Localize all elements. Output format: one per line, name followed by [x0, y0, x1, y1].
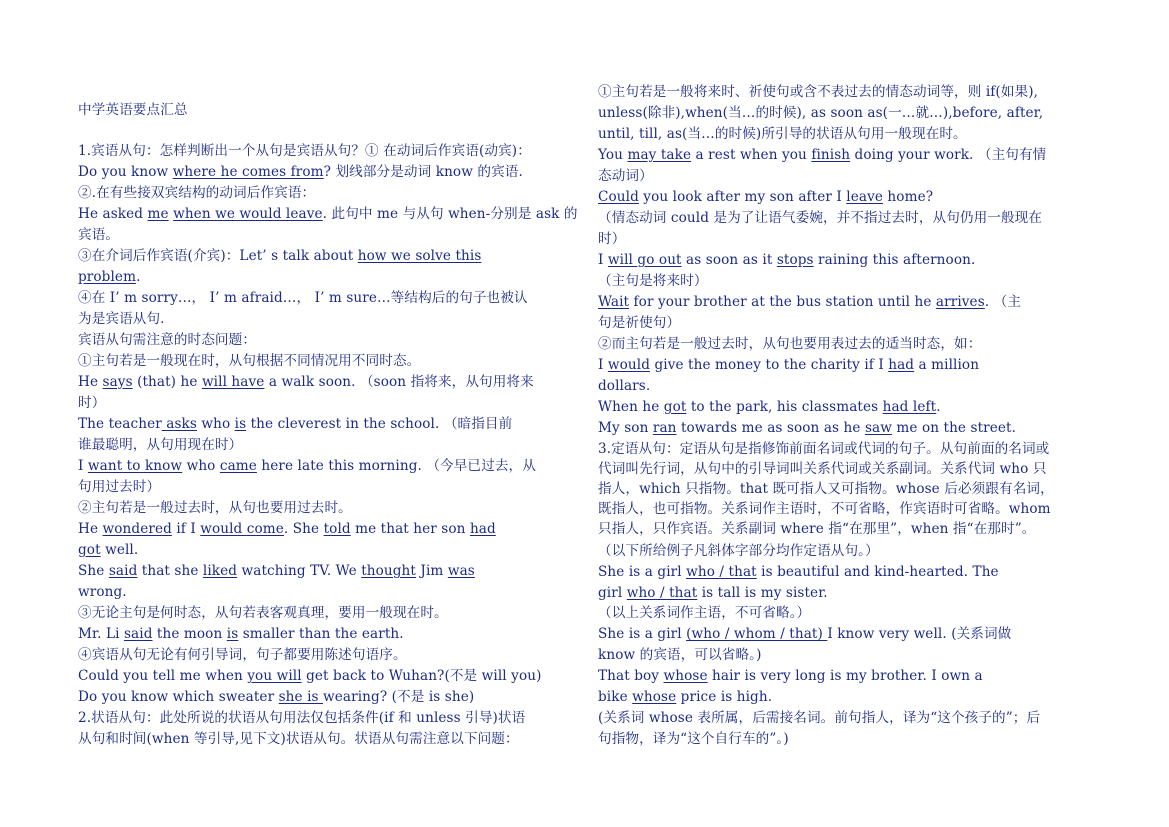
text-line: until, till, as(当…的时候)所引导的状语从句用一般现在时。: [598, 126, 967, 142]
text-line: ①主句若是一般现在时，从句根据不同情况用不同时态。: [78, 353, 421, 369]
text-line: （以上关系词作主语，不可省略。）: [598, 605, 811, 621]
example-line: Could you look after my son after I leave home?: [598, 189, 934, 205]
section-1-heading: 1.宾语从句：怎样判断出一个从句是宾语从句？① 在动词后作宾语(动宾)：: [78, 143, 531, 159]
example-line: Wait for your brother at the bus station until he arrives. （主: [598, 294, 1022, 310]
example-line: bike whose price is high.: [598, 689, 773, 705]
text-line: （主句是将来时）: [598, 273, 708, 289]
example-line: problem.: [78, 269, 141, 285]
text-line: ④在 I’ m sorry…， I’ m afraid…， I’ m sure…等结构后的句子也被认: [78, 290, 528, 306]
text-line: unless(除非),when(当…的时候), as soon as(一…就…),before, after,: [598, 105, 1044, 121]
text-line: 只指人，只作宾语。关系副词 where 指“在那里”，when 指“在那时”。: [598, 521, 1036, 537]
text-line: （以下所给例子凡斜体字部分均作定语从句。）: [598, 543, 879, 559]
example-line: ③在介词后作宾语(介宾)：Let’ s talk about how we solve this: [78, 248, 482, 264]
text-line: ②而主句若是一般过去时，从句也要用表过去的适当时态，如：: [598, 336, 982, 352]
document-title: 中学英语要点汇总: [78, 102, 188, 118]
text-line: know 的宾语，可以省略。): [598, 647, 762, 663]
example-line: She is a girl (who / whom / that) I know very well. (关系词做: [598, 626, 1012, 642]
text-line: dollars.: [598, 378, 651, 394]
section-2-heading: 2.状语从句：此处所说的状语从句用法仅包括条件(if 和 unless 引导)状语: [78, 710, 526, 726]
example-line: girl who / that is tall is my sister.: [598, 585, 828, 601]
text-line: 指人，which 只指物。that 既可指人又可指物。whose 后必须跟有名词，: [598, 481, 1054, 497]
text-line: （情态动词 could 是为了让语气委婉，并不指过去时，从句仍用一般现在: [598, 210, 1043, 226]
example-line: That boy whose hair is very long is my brother. I own a: [598, 668, 983, 684]
example-line: I would give the money to the charity if I had a million: [598, 357, 980, 373]
example-line: Do you know where he comes from? 划线部分是动词 know 的宾语.: [78, 164, 523, 180]
example-line: I want to know who came here late this morning. （今早已过去，从: [78, 458, 536, 474]
section-3-heading: 3.定语从句：定语从句是指修饰前面名词或代词的句子。从句前面的名词或: [598, 441, 1050, 457]
text-line: 从句和时间(when 等引导,见下文)状语从句。状语从句需注意以下问题：: [78, 731, 519, 747]
example-line: Mr. Li said the moon is smaller than the earth.: [78, 626, 404, 642]
text-line: wrong.: [78, 584, 127, 600]
example-line: Could you tell me when you will get back to Wuhan?(不是 will you): [78, 668, 542, 684]
text-line: ②.在有些接双宾结构的动词后作宾语：: [78, 185, 316, 201]
text-line: 为是宾语从句.: [78, 311, 165, 327]
example-line: He wondered if I would come. She told me that her son had: [78, 521, 496, 537]
text-line: 时）: [78, 395, 106, 411]
example-line: She is a girl who / that is beautiful and kind-hearted. The: [598, 564, 999, 580]
text-line: 时）: [598, 231, 626, 247]
text-line: ①主句若是一般将来时、祈使句或含不表过去的情态动词等，则 if(如果),: [598, 84, 1039, 100]
example-line: The teacher asks who is the cleverest in the school. （暗指目前: [78, 416, 513, 432]
text-line: 句用过去时）: [78, 479, 161, 495]
example-line: Do you know which sweater she is wearing? (不是 is she): [78, 689, 475, 705]
text-line: 态动词）: [598, 168, 653, 184]
example-line: She said that she liked watching TV. We thought Jim was: [78, 563, 475, 579]
text-line: 句指物，译为“这个自行车的”。): [598, 731, 789, 747]
text-line: (关系词 whose 表所属，后需接名词。前句指人，译为“这个孩子的”；后: [598, 710, 1041, 726]
text-line: ④宾语从句无论有何引导词，句子都要用陈述句语序。: [78, 647, 407, 663]
text-line: ②主句若是一般过去时，从句也要用过去时。: [78, 500, 352, 516]
example-line: I will go out as soon as it stops raining this afternoon.: [598, 252, 976, 268]
text-line: 句是祈使句）: [598, 315, 681, 331]
text-line: ③无论主句是何时态，从句若表客观真理，要用一般现在时。: [78, 605, 448, 621]
text-line: 代词叫先行词，从句中的引导词叫关系代词或关系副词。关系代词 who 只: [598, 461, 1047, 477]
example-line: He asked me when we would leave. 此句中 me 与从句 when-分别是 ask 的: [78, 206, 578, 222]
example-line: My son ran towards me as soon as he saw me on the street.: [598, 420, 1016, 436]
example-line: He says (that) he will have a walk soon. （soon 指将来，从句用将来: [78, 374, 534, 390]
text-line: 宾语。: [78, 227, 120, 243]
text-line: 谁最聪明，从句用现在时）: [78, 437, 243, 453]
text-line: 既指人，也可指物。关系词作主语时，不可省略，作宾语时可省略。whom: [598, 501, 1051, 517]
text-line: 宾语从句需注意的时态问题：: [78, 332, 257, 348]
example-line: You may take a rest when you finish doing your work. （主句有情: [598, 147, 1047, 163]
example-line: got well.: [78, 542, 139, 558]
example-line: When he got to the park, his classmates had left.: [598, 399, 941, 415]
